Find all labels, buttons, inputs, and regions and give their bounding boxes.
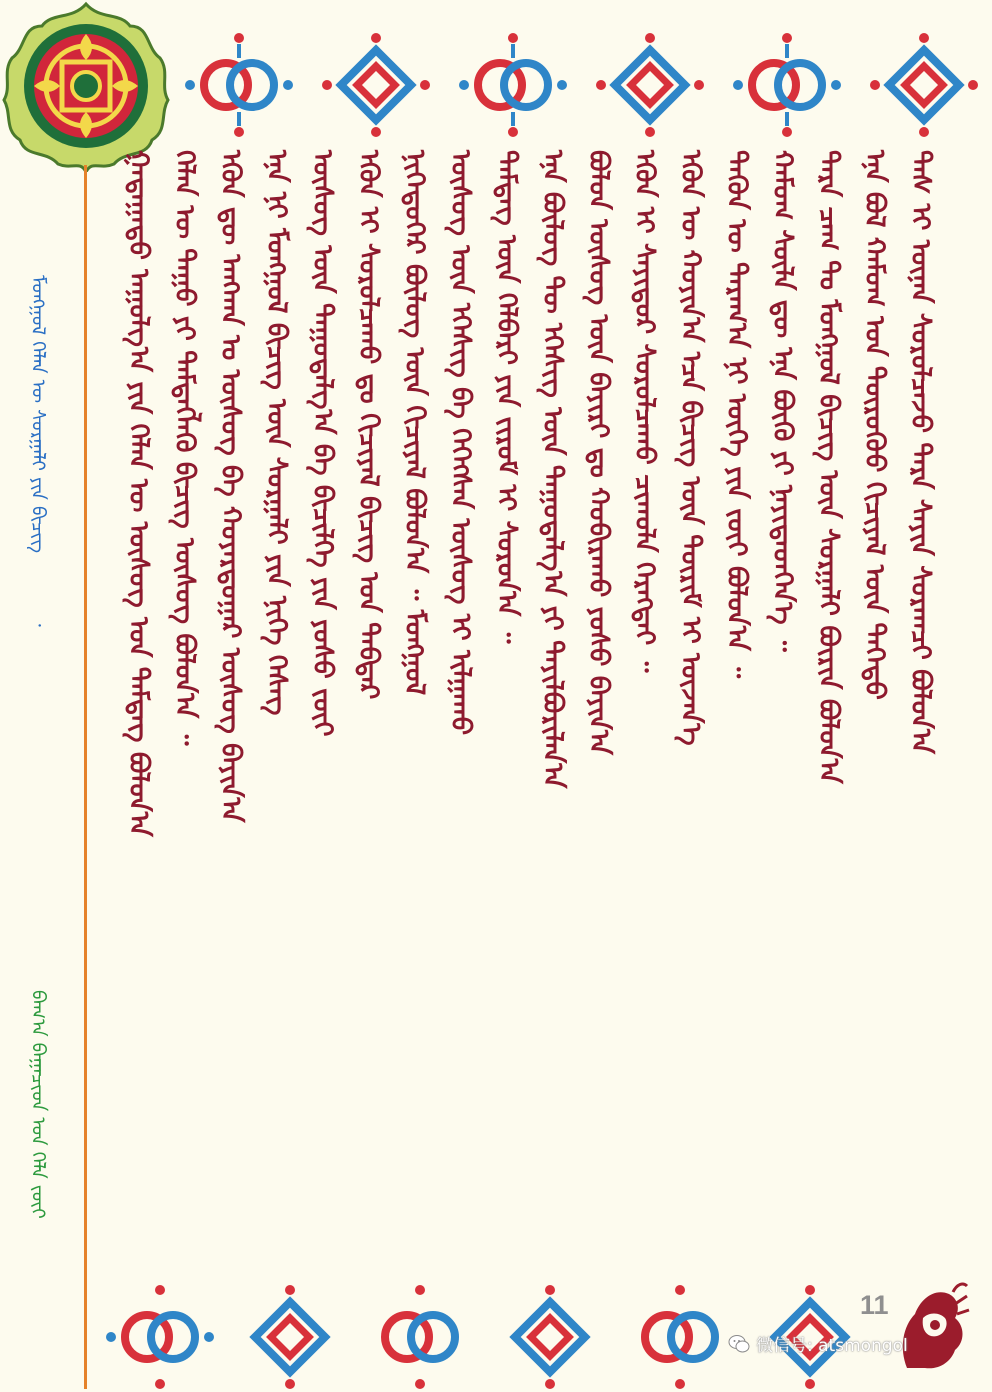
body-text bbox=[110, 150, 952, 1275]
subtitle-caption: ᠪᠠᠭ᠎ᠠ ᠪᠠᠭᠠᠴᠢᠳ ᠤᠨ ᠬᠡᠯᠡ ᠵᠦᠢ bbox=[27, 990, 49, 1219]
page-number: 11 bbox=[860, 1290, 889, 1320]
text-line: ᠳᠡᠰ ᠢ ᠦᠨᠡᠨ ᠰᠤᠷᠤᠯᠴᠠᠵᠤ ᠲᠡᠷᠡ ᠰᠠᠶᠢᠨ ᠰᠤᠷᠠᠭᠴᠢ ᠪᠣᠯᠤᠨ᠎ᠠ bbox=[905, 150, 936, 755]
knot-rings-icon bbox=[105, 1282, 215, 1392]
text-line: ᠡᠨᠡ ᠨᠢ ᠮᠣᠩᠭᠣᠯ ᠪᠢᠴᠢᠭ ᠦᠨ ᠰᠤᠷᠭᠠᠯᠢ ᠶᠢᠨ ᠨᠢᠭᠡ ᠬᠡᠰᠡᠭ bbox=[261, 150, 292, 716]
knot-rings-icon bbox=[184, 30, 294, 140]
text-line: ᠡᠭᠦᠨ ᠢ ᠰᠤᠷᠤᠯᠴᠠᠬᠤ ᠳᠤ ᠬᠢᠴᠢᠶᠡᠯ ᠪᠢᠴᠢᠭ ᠤᠨ ᠳᠡᠪᠲᠡᠷ bbox=[353, 150, 384, 700]
text-line: ᠨᠢᠭᠡᠳᠦᠭᠡᠷ ᠪᠦᠯᠦᠭ ᠦᠨ ᠬᠢᠴᠢᠶᠡᠯ ᠪᠣᠯᠤᠨ᠎ᠠ ᠃ ᠮᠣᠩᠭᠣᠯ bbox=[399, 150, 430, 696]
knot-diamond-icon bbox=[869, 30, 979, 140]
text-line: ᠲᠡᠮᠳᠡᠭ ᠦᠨ ᠬᠡᠯᠪᠡᠷᠢ ᠶᠢᠨ ᠵᠢᠷᠤᠮ ᠢ ᠰᠤᠷᠤᠨ᠎ᠠ ᠃ bbox=[491, 150, 522, 644]
wechat-watermark bbox=[728, 1331, 908, 1356]
margin-rule bbox=[84, 165, 87, 1389]
knot-diamond-icon bbox=[321, 30, 431, 140]
knot-rings-icon bbox=[365, 1282, 475, 1392]
header-caption bbox=[26, 275, 60, 627]
text-line: ᠡᠭᠦᠨ ᠢ ᠰᠠᠶᠢᠲᠤᠷ ᠰᠤᠷᠤᠯᠴᠠᠬᠤ ᠴᠢᠬᠤᠯᠠ ᠬᠡᠷᠡᠭᠲᠡᠶ ᠃ bbox=[629, 150, 660, 673]
text-line: ᠬᠠᠮᠤᠭ ᠰᠦᠯᠡ ᠳᠦ ᠡᠨᠡ ᠪᠦᠬᠦ ᠶᠢ ᠨᠡᠶᠢᠲᠡᠳᠬᠡᠨ᠎ᠡ ᠃ bbox=[767, 150, 798, 652]
text-line: ᠲᠡᠭᠦᠨ ᠦ ᠳᠠᠷᠠᠭ᠎ᠠ ᠨᠢ ᠦᠭᠡ ᠶᠢᠨ ᠵᠦᠢ ᠪᠣᠯᠤᠨ᠎ᠠ ᠃ bbox=[721, 150, 752, 679]
knot-diamond-icon bbox=[595, 30, 705, 140]
text-line: ᠡᠭᠦᠨ ᠦ ᠬᠣᠶᠢᠨ᠎ᠠ ᠡᠴᠡ ᠪᠢᠴᠢᠭ ᠦᠨ ᠳᠦᠷᠢᠮ ᠢ ᠦᠵᠡᠨ᠎ᠡ bbox=[675, 150, 706, 746]
knot-diamond-icon bbox=[235, 1282, 345, 1392]
text-line: ᠡᠨᠡ ᠪᠦᠯᠦᠭ ᠲᠦ ᠡᠭᠡᠰᠢᠭ ᠦᠨ ᠳᠠᠭᠤᠳᠠᠯᠭ᠎ᠠ ᠶᠢ ᠲᠠᠶᠢᠯᠪᠤᠷᠢᠯᠠᠨ᠎ᠠ bbox=[537, 150, 568, 789]
text-line: ᠪᠣᠯᠤᠨ ᠦᠰᠦᠭ ᠦᠨ ᠪᠠᠶᠢᠷᠢ ᠳᠤ ᠬᠤᠪᠢᠷᠠᠬᠤ ᠶᠣᠰᠣ ᠪᠠᠶᠢᠨ᠎ᠠ bbox=[583, 150, 614, 756]
text-line: ᠲᠡᠷᠡ ᠴᠠᠭ ᠲᠤ ᠮᠣᠩᠭᠣᠯ ᠪᠢᠴᠢᠭ ᠦᠨ ᠰᠤᠷᠭᠠᠯᠢ ᠪᠦᠷᠢᠨ ᠪᠣᠯᠤᠨ᠎ᠠ bbox=[813, 150, 844, 784]
header-caption-text: ᠮᠣᠩᠭᠣᠯ ᠬᠡᠯᠡᠨ ᠦ ᠰᠤᠷᠭᠠᠯᠢ ᠶᠢᠨ ᠪᠢᠴᠢᠭ bbox=[27, 275, 49, 554]
text-line: ᠦᠰᠦᠭ ᠦᠨ ᠳᠠᠭᠤᠳᠠᠯᠭ᠎ᠠ ᠪᠠ ᠪᠢᠴᠢᠯᠭᠡ ᠶᠢᠨ ᠶᠣᠰᠣ ᠵᠦᠢ bbox=[307, 150, 338, 737]
wechat-icon bbox=[728, 1333, 750, 1355]
watermark-text: 微信号: atsmongol bbox=[756, 1336, 908, 1356]
knot-rings-icon bbox=[732, 30, 842, 140]
knot-rings-icon bbox=[458, 30, 568, 140]
horse-seal-icon bbox=[895, 1278, 970, 1373]
text-line: ᠭᠠᠳᠠᠭᠠᠳᠤ ᠠᠭᠤᠯᠭ᠎ᠠ ᠶᠢᠨ ᠬᠡᠯᠡᠨ ᠦ ᠦᠰᠦᠭ ᠤᠨ ᠲᠡᠮᠳᠡᠭ ᠪᠣᠯᠤᠨ᠎ᠠ bbox=[123, 150, 154, 837]
text-line: ᠦᠰᠦᠭ ᠦᠨ ᠡᠭᠡᠰᠢᠭ ᠪᠠ ᠭᠡᠭᠡᠭᠰᠡᠨ ᠦᠰᠦᠭ ᠢ ᠢᠯᠭᠠᠬᠤ bbox=[445, 150, 476, 736]
text-line: ᠡᠨᠡ ᠪᠣᠯ ᠬᠠᠮᠤᠭ ᠤᠨ ᠲᠦᠷᠦᠭᠦᠦ ᠬᠢᠴᠢᠶᠡᠯ ᠦᠨ ᠳᠡᠭᠡᠳᠦ bbox=[859, 150, 890, 700]
ornament-medallion-icon bbox=[0, 0, 172, 172]
knot-rings-icon bbox=[625, 1282, 735, 1392]
header-caption-end: ᠂ bbox=[27, 619, 49, 627]
text-line: ᠡᠭᠦᠨ ᠳᠦ ᠠᠩᠬᠠᠨ ᠤ ᠦᠰᠦᠭ ᠪᠠ ᠬᠣᠶᠠᠷᠳᠤᠭᠠᠷ ᠦᠰᠦᠭ ᠪᠠᠶᠢᠨ᠎ᠠ bbox=[215, 150, 246, 823]
knot-diamond-icon bbox=[495, 1282, 605, 1392]
text-line: ᠬᠡᠯᠡᠨ ᠦ ᠳᠠᠭᠤ ᠶᠢ ᠲᠡᠮᠳᠡᠭᠯᠡᠬᠦ ᠪᠢᠴᠢᠭ ᠦᠰᠦᠭ ᠪᠣᠯᠤᠨ᠎ᠠ ᠃ bbox=[169, 150, 200, 746]
ornament-row-top bbox=[170, 30, 992, 140]
